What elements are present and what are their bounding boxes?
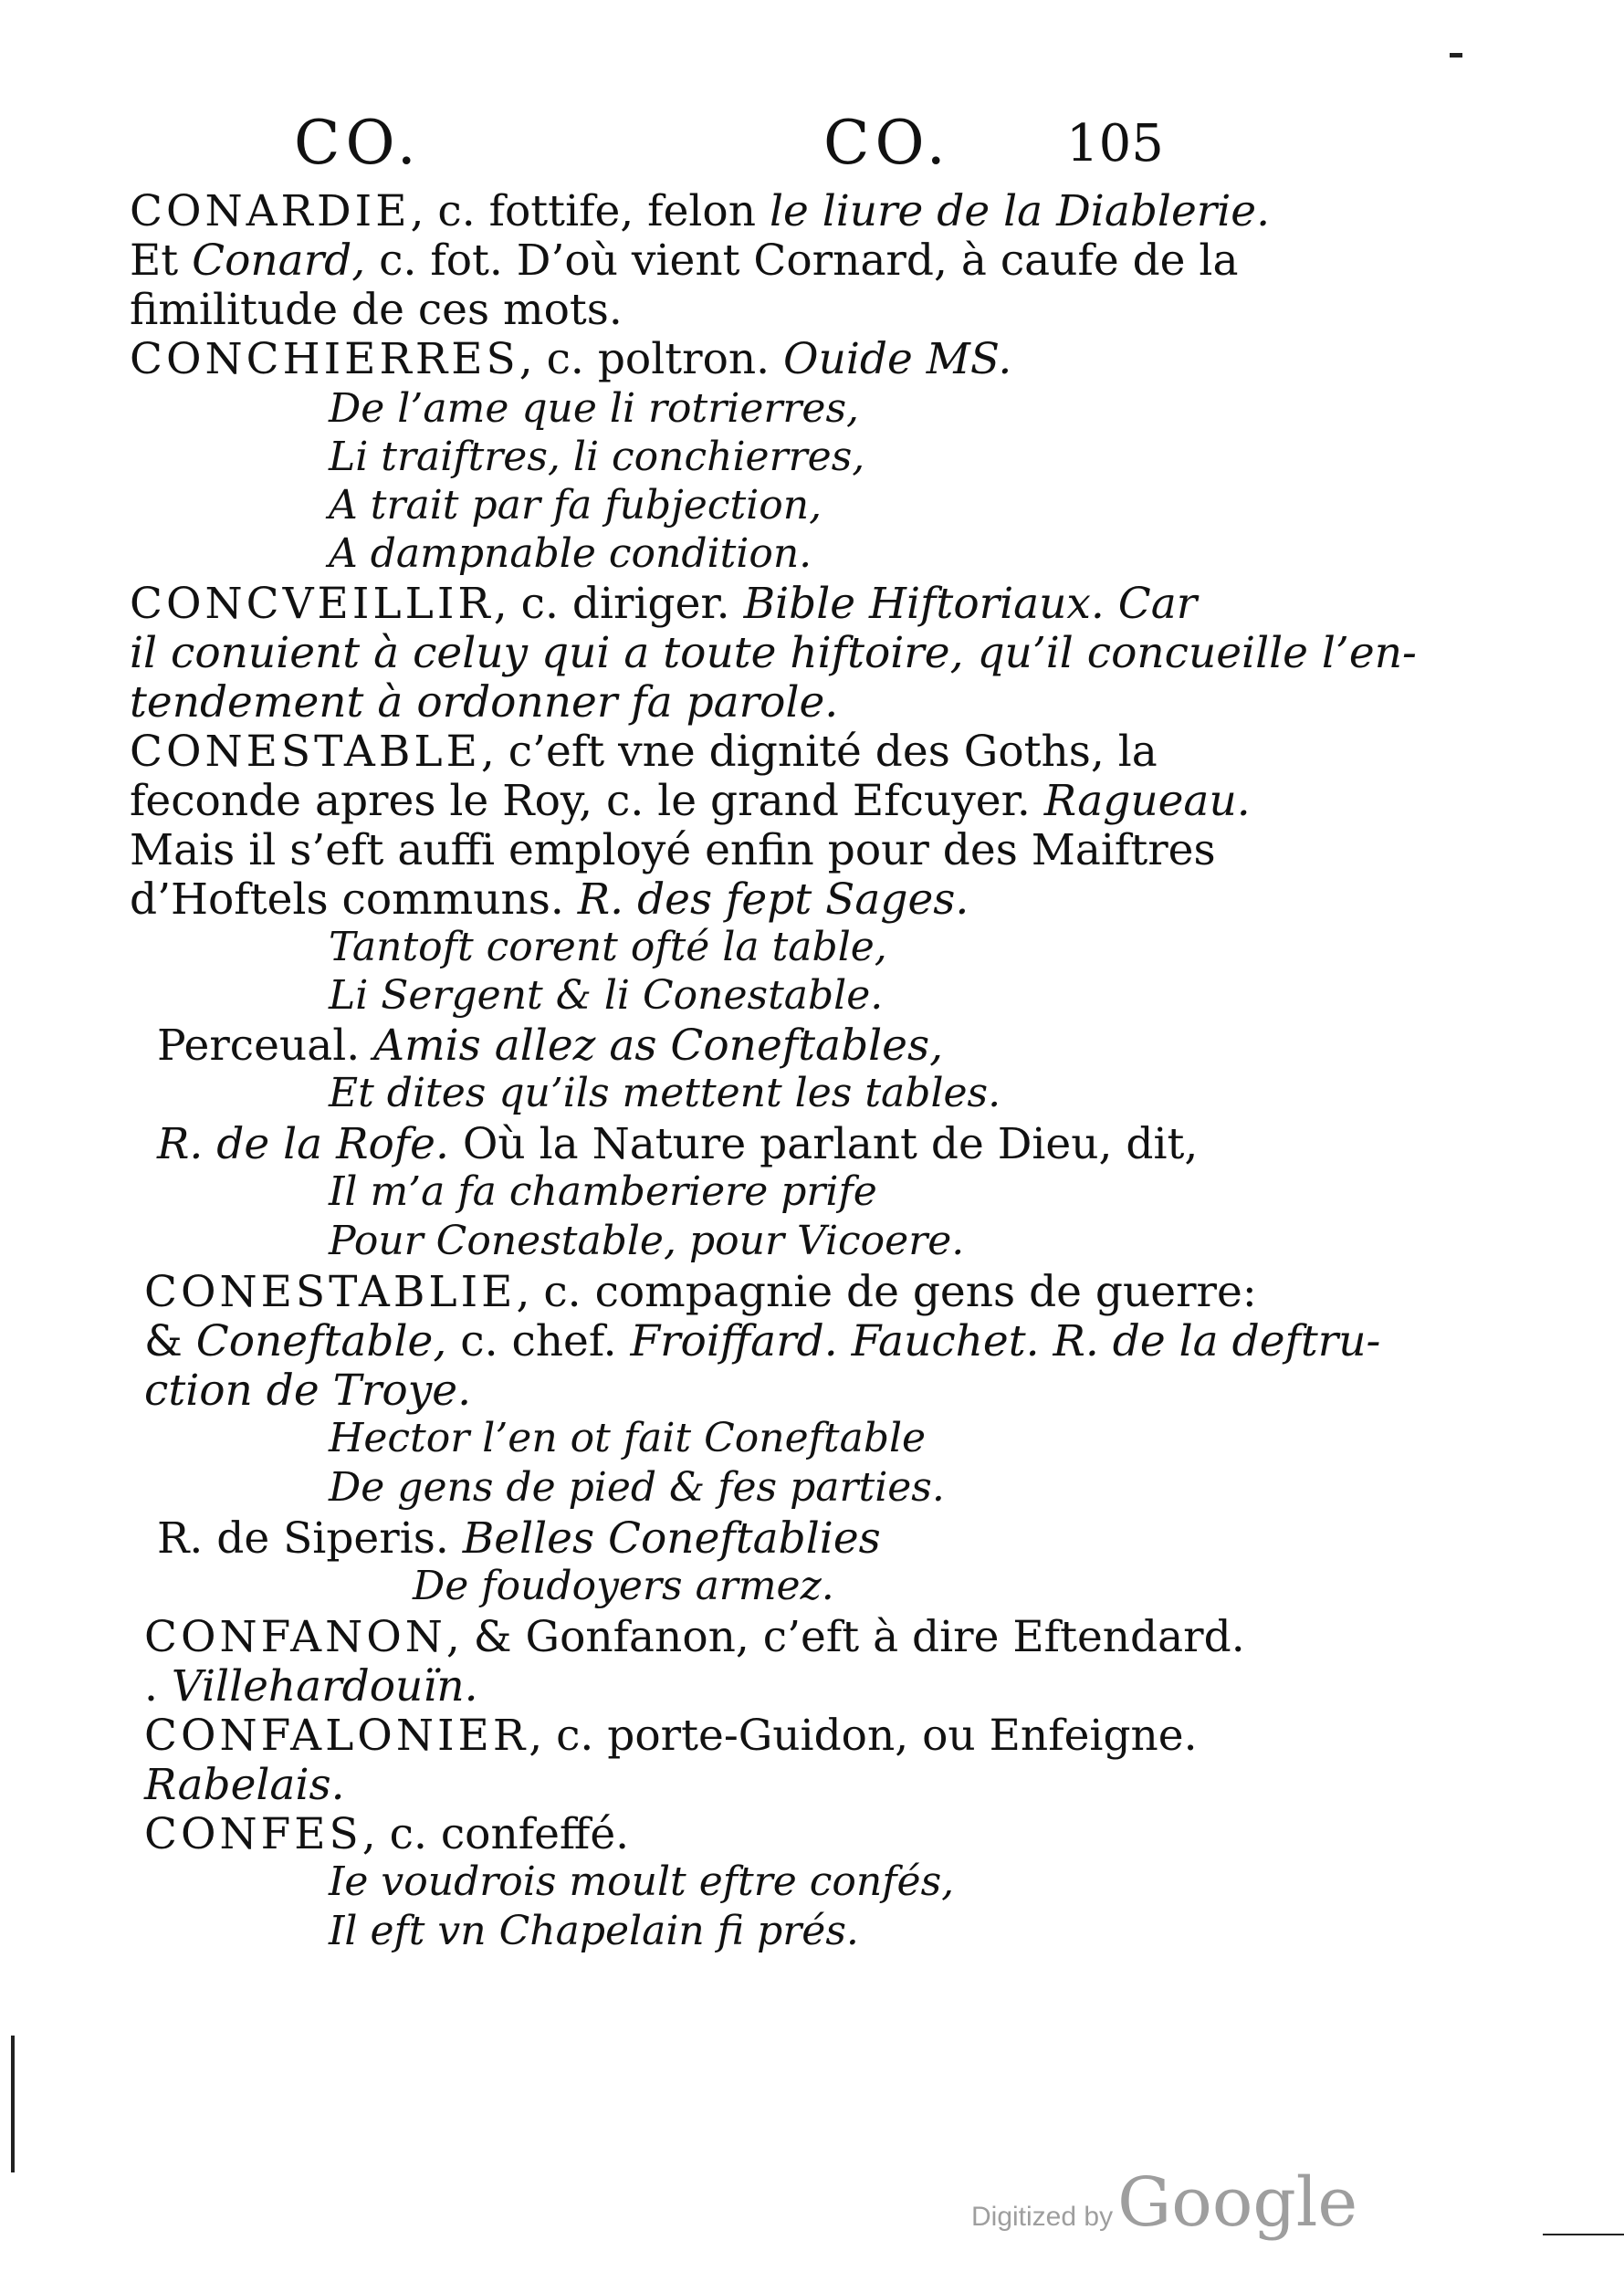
definition-text: &: [144, 1316, 196, 1366]
verse-line: Tantoft corent ofté la table,: [329, 924, 887, 970]
entry-concveillir-line: [130, 579, 1198, 629]
entry-conestable-line: [130, 776, 1251, 826]
headword: CONESTABLIE: [144, 1267, 517, 1317]
entry-concveillir-line: [130, 677, 839, 728]
citation-text: Conard,: [192, 236, 366, 286]
verse-line: Il eft vn Chapelain fi prés.: [329, 1908, 859, 1954]
citation-text: tendement à ordonner fa parole.: [130, 677, 839, 728]
definition-text: , c. confeffé.: [361, 1809, 630, 1859]
definition-text: , c’eft vne dignité des Goths, la: [480, 727, 1158, 777]
verse-line: Li Sergent & li Conestable.: [329, 972, 884, 1019]
entry-conardie-line: [130, 236, 1239, 286]
citation-text: Bible Hiftoriaux. Car: [743, 579, 1198, 629]
entry-conchierres-line: [130, 334, 1012, 384]
verse-line: Hector l’en ot fait Coneftable: [329, 1415, 927, 1461]
entry-confanon-line: [144, 1612, 1245, 1662]
headword: CONFANON: [144, 1612, 446, 1662]
definition-text: , c. fottife, felon: [410, 186, 770, 236]
definition-text: d’Hoftels communs.: [130, 874, 578, 925]
definition-text: , c. poltron.: [519, 334, 784, 384]
entry-confalonier-line: [144, 1711, 1198, 1761]
citation-text: Ragueau.: [1043, 776, 1251, 826]
entry-perceual-line: [157, 1021, 944, 1071]
definition-text: fimilitude de ces mots.: [130, 285, 623, 335]
definition-text: c. chef.: [446, 1316, 631, 1366]
definition-text: , c. porte-Guidon, ou Enfeigne.: [529, 1711, 1198, 1761]
verse-line: Ie voudrois moult eftre confés,: [329, 1858, 955, 1905]
citation-text: Ouide MS.: [783, 334, 1012, 384]
definition-text: , c. diriger.: [493, 579, 744, 629]
verse-line: De l’ame que li rotrierres,: [329, 385, 860, 432]
citation-text: Amis allez as Coneftables,: [373, 1021, 944, 1071]
citation-text: R. des fept Sages.: [577, 874, 969, 925]
definition-text: R. de Siperis.: [157, 1513, 463, 1564]
entry-conestablie-line: [144, 1366, 472, 1416]
scan-edge-line: [11, 2036, 15, 2172]
google-logo: Google: [1117, 2163, 1358, 2242]
headword: CONARDIE: [130, 186, 411, 236]
running-header-left: CO.: [294, 108, 422, 178]
citation-text: il conuient à celuy qui a toute hiftoire, qu’il concueille l’en-: [130, 628, 1417, 678]
entry-conardie-line: [130, 186, 1271, 236]
page-number: 105: [1066, 114, 1164, 173]
headword: CONESTABLE: [130, 727, 481, 777]
citation-text: Rabelais.: [144, 1760, 345, 1810]
entry-confes-line: [144, 1809, 630, 1859]
citation-text: Froiffard. Fauchet. R. de la deftru-: [630, 1316, 1381, 1366]
entry-confanon-line: [144, 1661, 478, 1712]
running-header-center: CO.: [823, 108, 951, 178]
citation-text: Belles Coneftablies: [462, 1513, 881, 1564]
verse-line: De gens de pied & fes parties.: [329, 1464, 945, 1511]
citation-text: Coneftable,: [195, 1316, 447, 1366]
scan-speck: [1450, 53, 1462, 58]
watermark-prefix: Digitized by: [971, 2202, 1114, 2232]
entry-conestablie-line: [144, 1316, 1381, 1366]
headword: CONCHIERRES: [130, 334, 519, 384]
entry-conestable-line: [130, 874, 969, 925]
definition-text: Où la Nature parlant de Dieu, dit,: [448, 1119, 1199, 1169]
entry-conardie-line: [130, 285, 623, 335]
definition-text: feconde apres le Roy, c. le grand Efcuyer.: [130, 776, 1044, 826]
entry-conestable-line: [130, 727, 1158, 777]
entry-concveillir-line: [130, 628, 1417, 678]
verse-line: Li traiftres, li conchierres,: [329, 434, 865, 480]
citation-text: R. de la Rofe.: [157, 1119, 449, 1169]
definition-text: c. fot. D’où vient Cornard, à caufe de la: [365, 236, 1239, 286]
entry-conestablie-line: [144, 1267, 1257, 1317]
headword: CONFALONIER: [144, 1711, 529, 1761]
verse-line: De foudoyers armez.: [413, 1563, 834, 1609]
citation-text: ction de Troye.: [144, 1366, 472, 1416]
citation-text: le liure de la Diablerie.: [769, 186, 1271, 236]
verse-line: Et dites qu’ils mettent les tables.: [329, 1070, 1001, 1116]
headword: CONFES: [144, 1809, 362, 1859]
headword: CONCVEILLIR: [130, 579, 494, 629]
verse-line: Il m’a fa chamberiere prife: [329, 1168, 877, 1215]
definition-text: , c. compagnie de gens de guerre:: [516, 1267, 1257, 1317]
citation-text: Villehardouïn.: [171, 1661, 478, 1712]
verse-line: Pour Conestable, pour Vicoere.: [329, 1218, 965, 1264]
digitized-by-google-watermark: [971, 2163, 1357, 2242]
entry-confalonier-line: [144, 1760, 345, 1810]
definition-text: , & Gonfanon, c’eft à dire Eftendard.: [445, 1612, 1245, 1662]
verse-line: A trait par fa fubjection,: [329, 482, 822, 529]
definition-text: .: [144, 1661, 172, 1712]
entry-conestable-line: [130, 825, 1216, 875]
entry-rose-line: [157, 1119, 1199, 1169]
verse-line: A dampnable condition.: [329, 530, 812, 577]
definition-text: Mais il s’eft auffi employé enfin pour des Maiftres: [130, 825, 1216, 875]
definition-text: Perceual.: [157, 1021, 374, 1071]
entry-siperis-line: [157, 1513, 881, 1564]
scan-edge-line: [1543, 2234, 1624, 2235]
definition-text: Et: [130, 236, 193, 286]
